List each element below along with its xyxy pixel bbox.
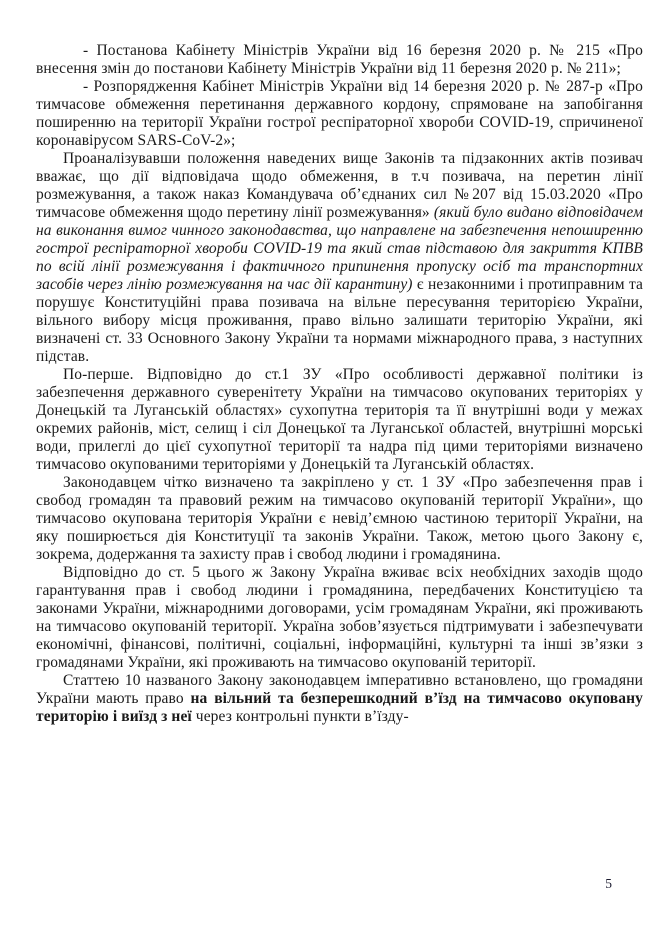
text-segment-regular: є незаконними і протиправним та порушує Конституційні права позивача на вільне пересування територією України, вільного вибору місця проживання, право вільно залишати територію України, які визначені ст. 33 Основного Закону України та нормами міжнародного права, з наступних підстав. [36, 276, 643, 365]
paragraph [36, 672, 643, 726]
paragraph [36, 474, 643, 564]
paragraph [36, 78, 643, 150]
text-segment-bold: на вільний та безперешкодний в’їзд на тимчасово окуповану територію і виїзд з неї [36, 690, 644, 725]
text-segment-regular: По-перше. Відповідно до ст.1 ЗУ «Про особливості державної політики із забезпечення державного суверенітету України на тимчасово окупованих територіях у Донецькій та Луганській областях» сухопутна територія та її внутрішні води у межах окремих районів, міст, селищ і сіл Донецької та Луганської областей, внутрішні морські води, прилеглі до цієї сухопутної території та надра під цими територіями визначено тимчасово окупованими територіями у Донецькій та Луганській областях. [36, 366, 643, 473]
text-segment-italic: (який було видано відповідачем на виконання вимог чинного законодавства, що направлене на забезпечення непоширенню гострої респіраторної хвороби COVID-19 та який став підставою для закриття КПВВ по всій лінії розмежування і фактичного припинення пропуску осіб та транспортних засобів через лінію розмежування на час дії карантину) [36, 204, 643, 293]
text-segment-regular: Проаналізувавши положення наведених вище Законів та підзаконних актів позивач вважає, що дії відповідача щодо обмеження, в т.ч позивача, на перетин лінії розмежування, а також наказ Командувача об’єднаних сил №207 від 15.03.2020 «Про тимчасове обмеження щодо перетину лінії розмежування» [36, 150, 643, 221]
text-segment-regular: через контрольні пункти в’їзду- [191, 708, 409, 725]
document-body [36, 42, 643, 726]
page-number: 5 [605, 876, 612, 891]
text-segment-regular: Відповідно до ст. 5 цього ж Закону Україна вживає всіх необхідних заходів щодо гарантування прав і свобод людини і громадянина, передбачених Конституцією та законами України, міжнародними договорами, усім громадянам України, які проживають на тимчасово окупованій території. Україна зобов’язується підтримувати і забезпечувати економічні, фінансові, політичні, соціальні, інформаційні, культурні та інші зв’язки з громадянами України, які проживають на тимчасово окупованій території. [36, 564, 643, 671]
text-segment-regular: - Постанова Кабінету Міністрів України від 16 березня 2020 р. № 215 «Про внесення змін до постанови Кабінету Міністрів України від 11 березня 2020 р. № 211»; [36, 42, 643, 77]
paragraph [36, 150, 643, 366]
text-segment-regular: Законодавцем чітко визначено та закріплено у ст. 1 ЗУ «Про забезпечення прав і свобод громадян та правовий режим на тимчасово окупованій території України», що тимчасово окупована територія України є невід’ємною частиною території України, на яку поширюється дія Конституції та законів України. Також, метою цього Закону є, зокрема, додержання та захисту прав і свобод людини і громадянина. [36, 474, 643, 563]
paragraph [36, 42, 643, 78]
text-segment-regular: - Розпорядження Кабінет Міністрів України від 14 березня 2020 р. № 287-р «Про тимчасове обмеження перетинання державного кордону, спрямоване на запобігання поширенню на території України гострої респіраторної хвороби COVID-19, спричиненої коронавірусом SARS-CoV-2»; [36, 78, 643, 149]
paragraph [36, 366, 643, 474]
paragraph [36, 564, 643, 672]
text-segment-regular: Статтею 10 названого Закону законодавцем імперативно встановлено, що громадяни України мають право [36, 672, 643, 707]
